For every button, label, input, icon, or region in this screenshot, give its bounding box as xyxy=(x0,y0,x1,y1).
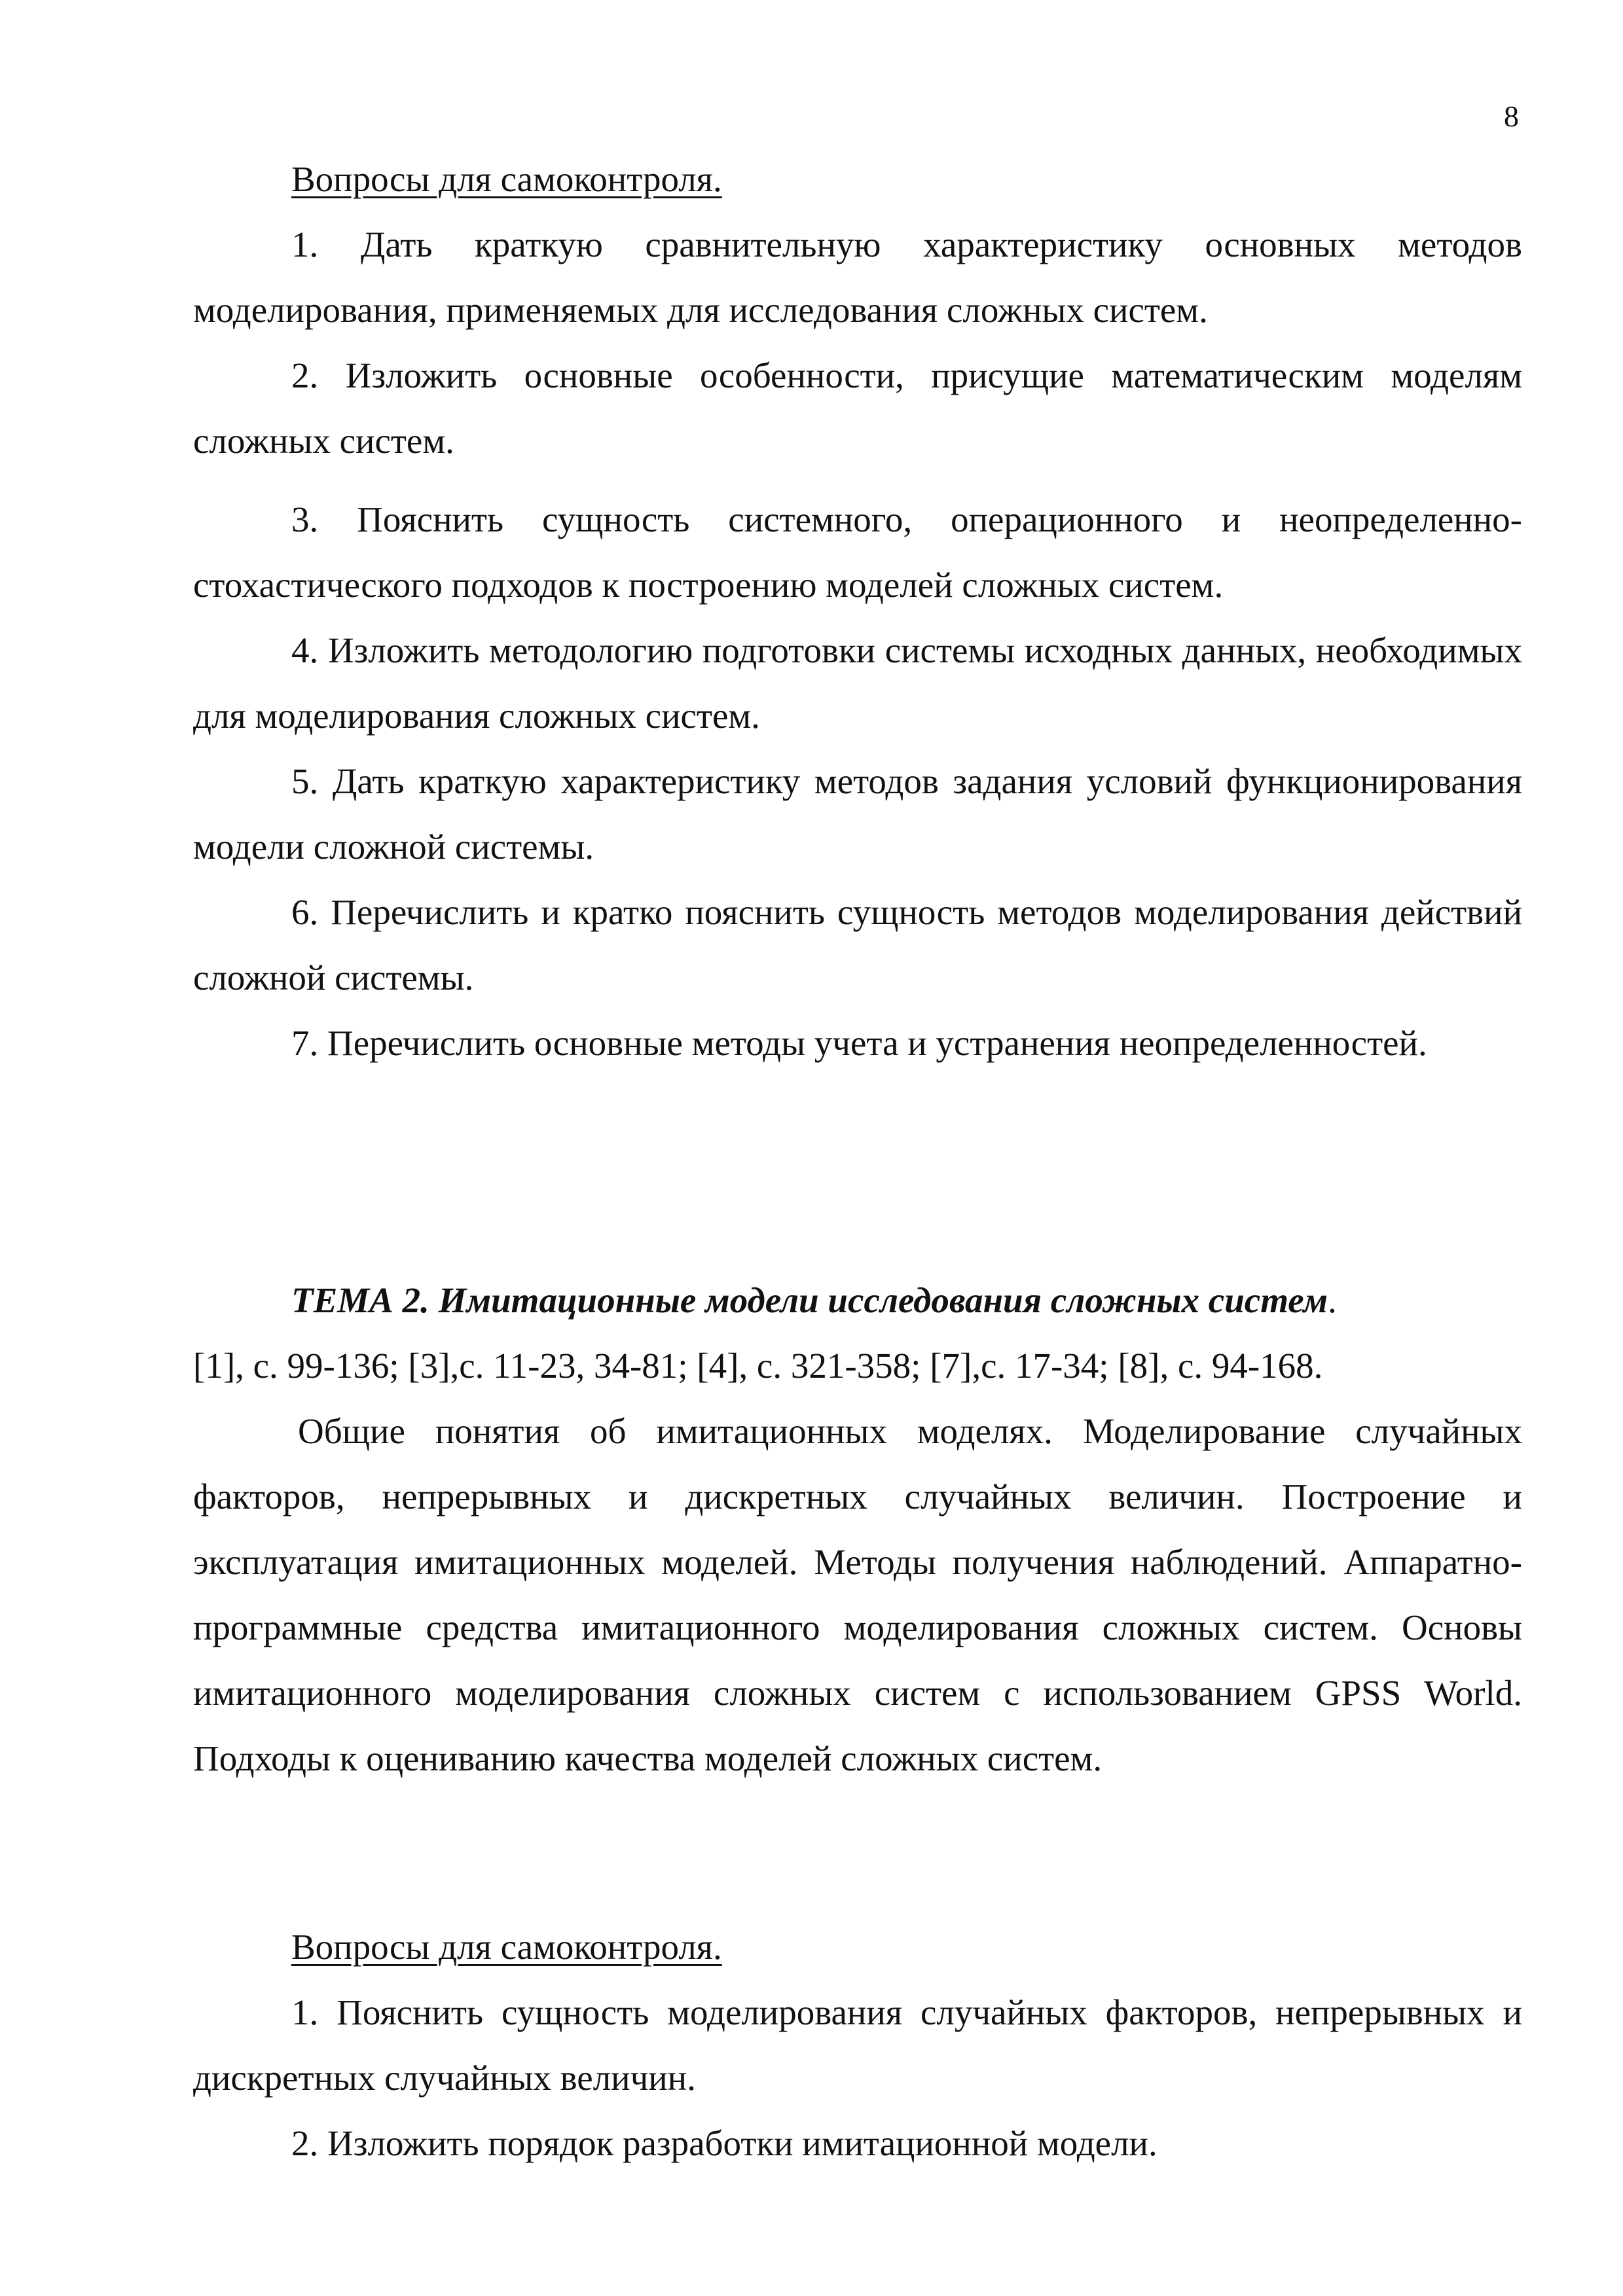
section-heading: Вопросы для самоконтроля. xyxy=(291,159,722,199)
question-item: 4. Изложить методологию подготовки системы исходных данных, необходимых для моделирования сложных систем. xyxy=(193,630,1522,736)
topic-title-dot: . xyxy=(1328,1280,1337,1320)
topic-title xyxy=(193,1268,1522,1333)
question-item: 1. Пояснить сущность моделирования случайных факторов, непрерывных и дискретных случайных величин. xyxy=(193,1992,1522,2098)
question-item: 7. Перечислить основные методы учета и устранения неопределенностей. xyxy=(291,1023,1427,1063)
self-control-section-2 xyxy=(193,1914,1522,2176)
question-item: 6. Перечислить и кратко пояснить сущность методов моделирования действий сложной системы. xyxy=(193,892,1522,997)
section-heading: Вопросы для самоконтроля. xyxy=(291,1927,722,1967)
question-item: 2. Изложить порядок разработки имитационной модели. xyxy=(291,2123,1158,2163)
topic-title-text: ТЕМА 2. Имитационные модели исследования сложных систем xyxy=(291,1280,1328,1320)
page-number: 8 xyxy=(1504,99,1519,133)
topic-2-section xyxy=(193,1268,1522,1791)
question-item: 2. Изложить основные особенности, присущие математическим моделям сложных систем. xyxy=(193,355,1522,461)
self-control-section-1 xyxy=(193,147,1522,1076)
topic-references: [1], с. 99-136; [3],с. 11-23, 34-81; [4], с. 321-358; [7],с. 17-34; [8], с. 94-168. xyxy=(193,1346,1323,1386)
question-item: 1. Дать краткую сравнительную характеристику основных методов моделирования, применяемых для исследования сложных систем. xyxy=(193,224,1522,330)
question-item: 3. Пояснить сущность системного, операционного и неопределенно-стохастического подходов к построению моделей сложных систем. xyxy=(193,499,1522,605)
topic-summary: Общие понятия об имитационных моделях. Моделирование случайных факторов, непрерывных и дискретных случайных величин. Построение и эксплуатация имитационных моделей. Методы получения наблюдений. Аппаратно-программные средства имитационного моделирования сложных систем. Основы имитационного моделирования сложных систем с использованием GPSS World. Подходы к оцениванию качества моделей сложных систем. xyxy=(193,1411,1522,1778)
question-item: 5. Дать краткую характеристику методов задания условий функционирования модели сложной системы. xyxy=(193,761,1522,867)
